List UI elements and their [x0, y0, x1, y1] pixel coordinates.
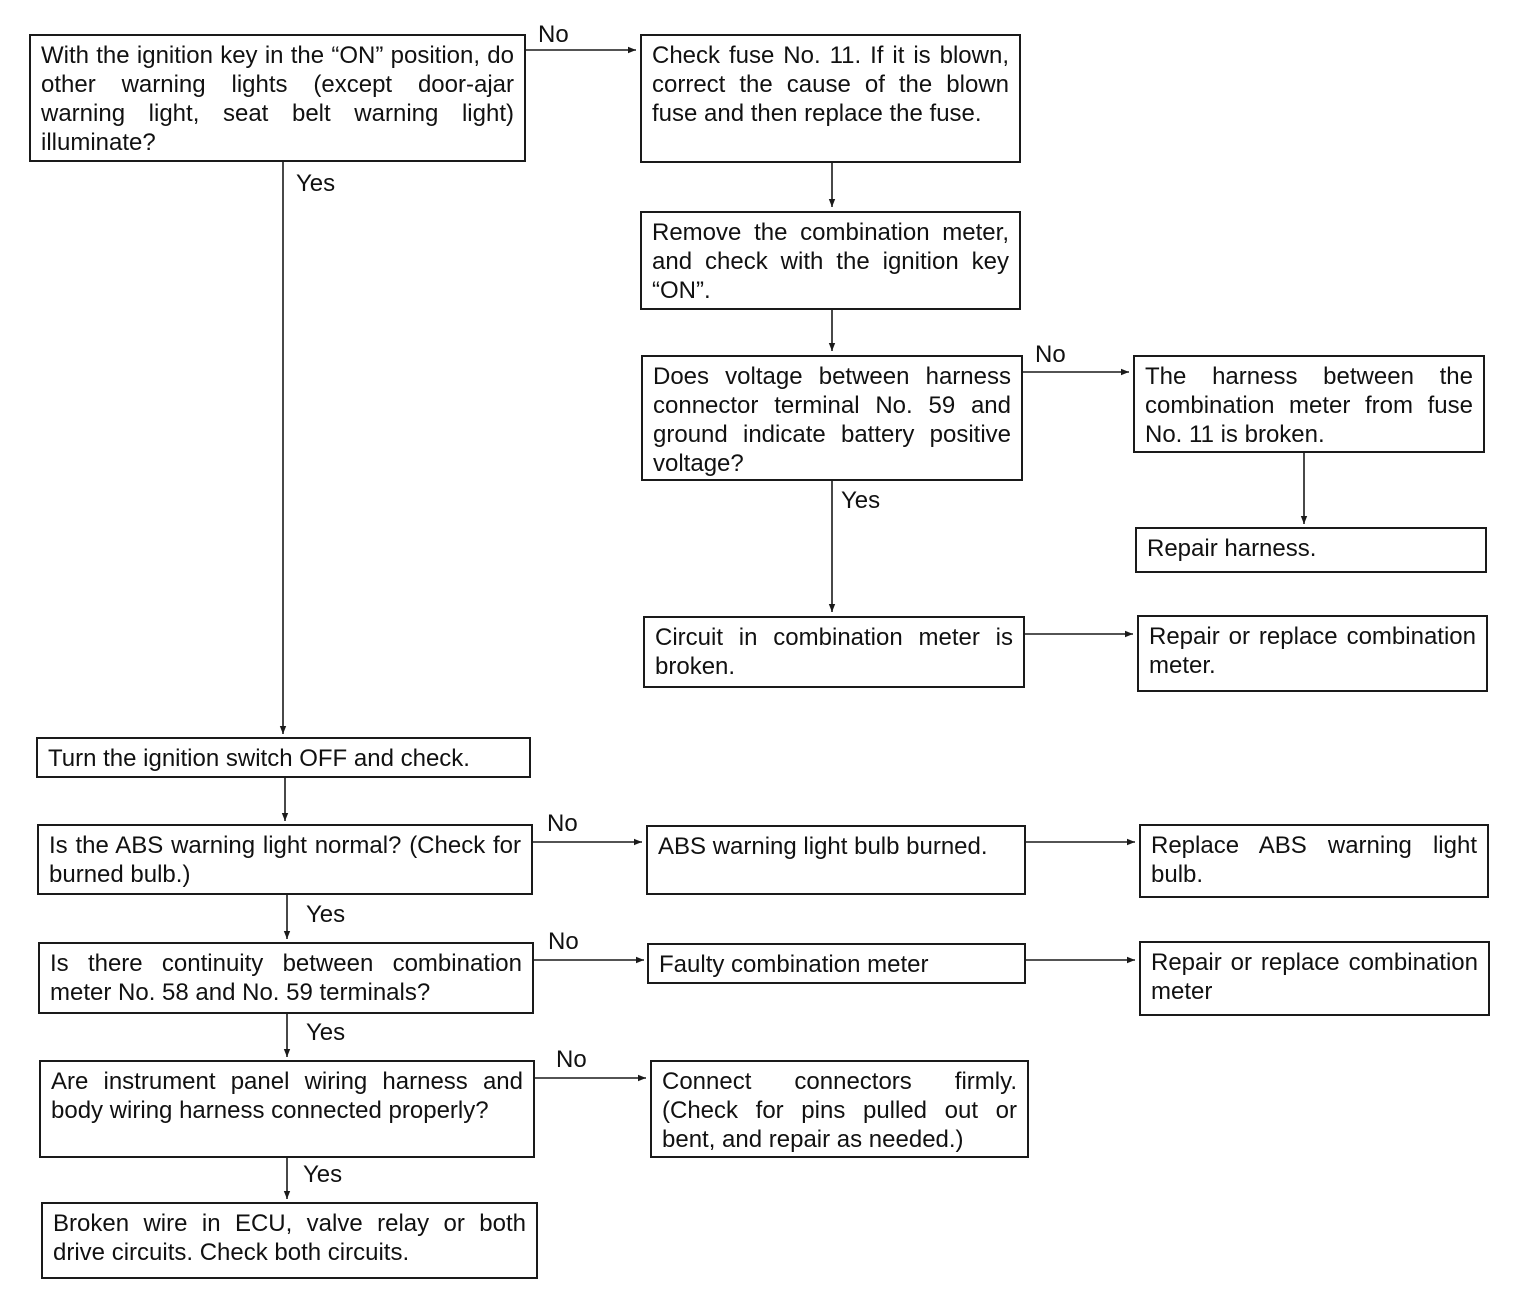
label-no-1: No: [538, 21, 569, 48]
label-no-4: No: [548, 928, 579, 955]
label-no-5: No: [556, 1046, 587, 1073]
box-faulty-meter: Faulty combination meter: [647, 943, 1026, 984]
label-yes-3: Yes: [306, 901, 346, 928]
box-circuit-broken: Circuit in combination meter is broken.: [643, 616, 1025, 688]
box-remove-meter: Remove the combination meter, and check with the ignition key “ON”.: [640, 211, 1021, 310]
box-q-voltage: Does voltage between harness connector terminal No. 59 and ground indicate battery positive voltage?: [641, 355, 1023, 481]
label-yes-5: Yes: [303, 1161, 343, 1188]
label-no-2: No: [1035, 341, 1066, 368]
label-yes-1: Yes: [296, 170, 336, 197]
box-check-fuse: Check fuse No. 11. If it is blown, correct the cause of the blown fuse and then replace the fuse.: [640, 34, 1021, 163]
label-yes-4: Yes: [306, 1019, 346, 1046]
box-q-warning-lights: With the ignition key in the “ON” position, do other warning lights (except door-ajar warning light, seat belt warning light) illuminate?: [29, 34, 526, 162]
box-repair-harness: Repair harness.: [1135, 527, 1487, 573]
box-q-continuity: Is there continuity between combination meter No. 58 and No. 59 terminals?: [38, 942, 534, 1014]
box-replace-bulb: Replace ABS warning light bulb.: [1139, 824, 1489, 898]
box-connect-firmly: Connect connectors firmly. (Check for pins pulled out or bent, and repair as needed.): [650, 1060, 1029, 1158]
box-repair-meter-2: Repair or replace combination meter: [1139, 941, 1490, 1016]
box-q-abs-light: Is the ABS warning light normal? (Check for burned bulb.): [37, 824, 533, 895]
box-turn-off: Turn the ignition switch OFF and check.: [36, 737, 531, 778]
box-q-harness-connected: Are instrument panel wiring harness and body wiring harness connected properly?: [39, 1060, 535, 1158]
box-harness-broken: The harness between the combination meter from fuse No. 11 is broken.: [1133, 355, 1485, 453]
label-no-3: No: [547, 810, 578, 837]
box-bulb-burned: ABS warning light bulb burned.: [646, 825, 1026, 895]
box-repair-meter-1: Repair or replace combination meter.: [1137, 615, 1488, 692]
box-broken-wire-ecu: Broken wire in ECU, valve relay or both drive circuits. Check both circuits.: [41, 1202, 538, 1279]
label-yes-2: Yes: [841, 487, 881, 514]
